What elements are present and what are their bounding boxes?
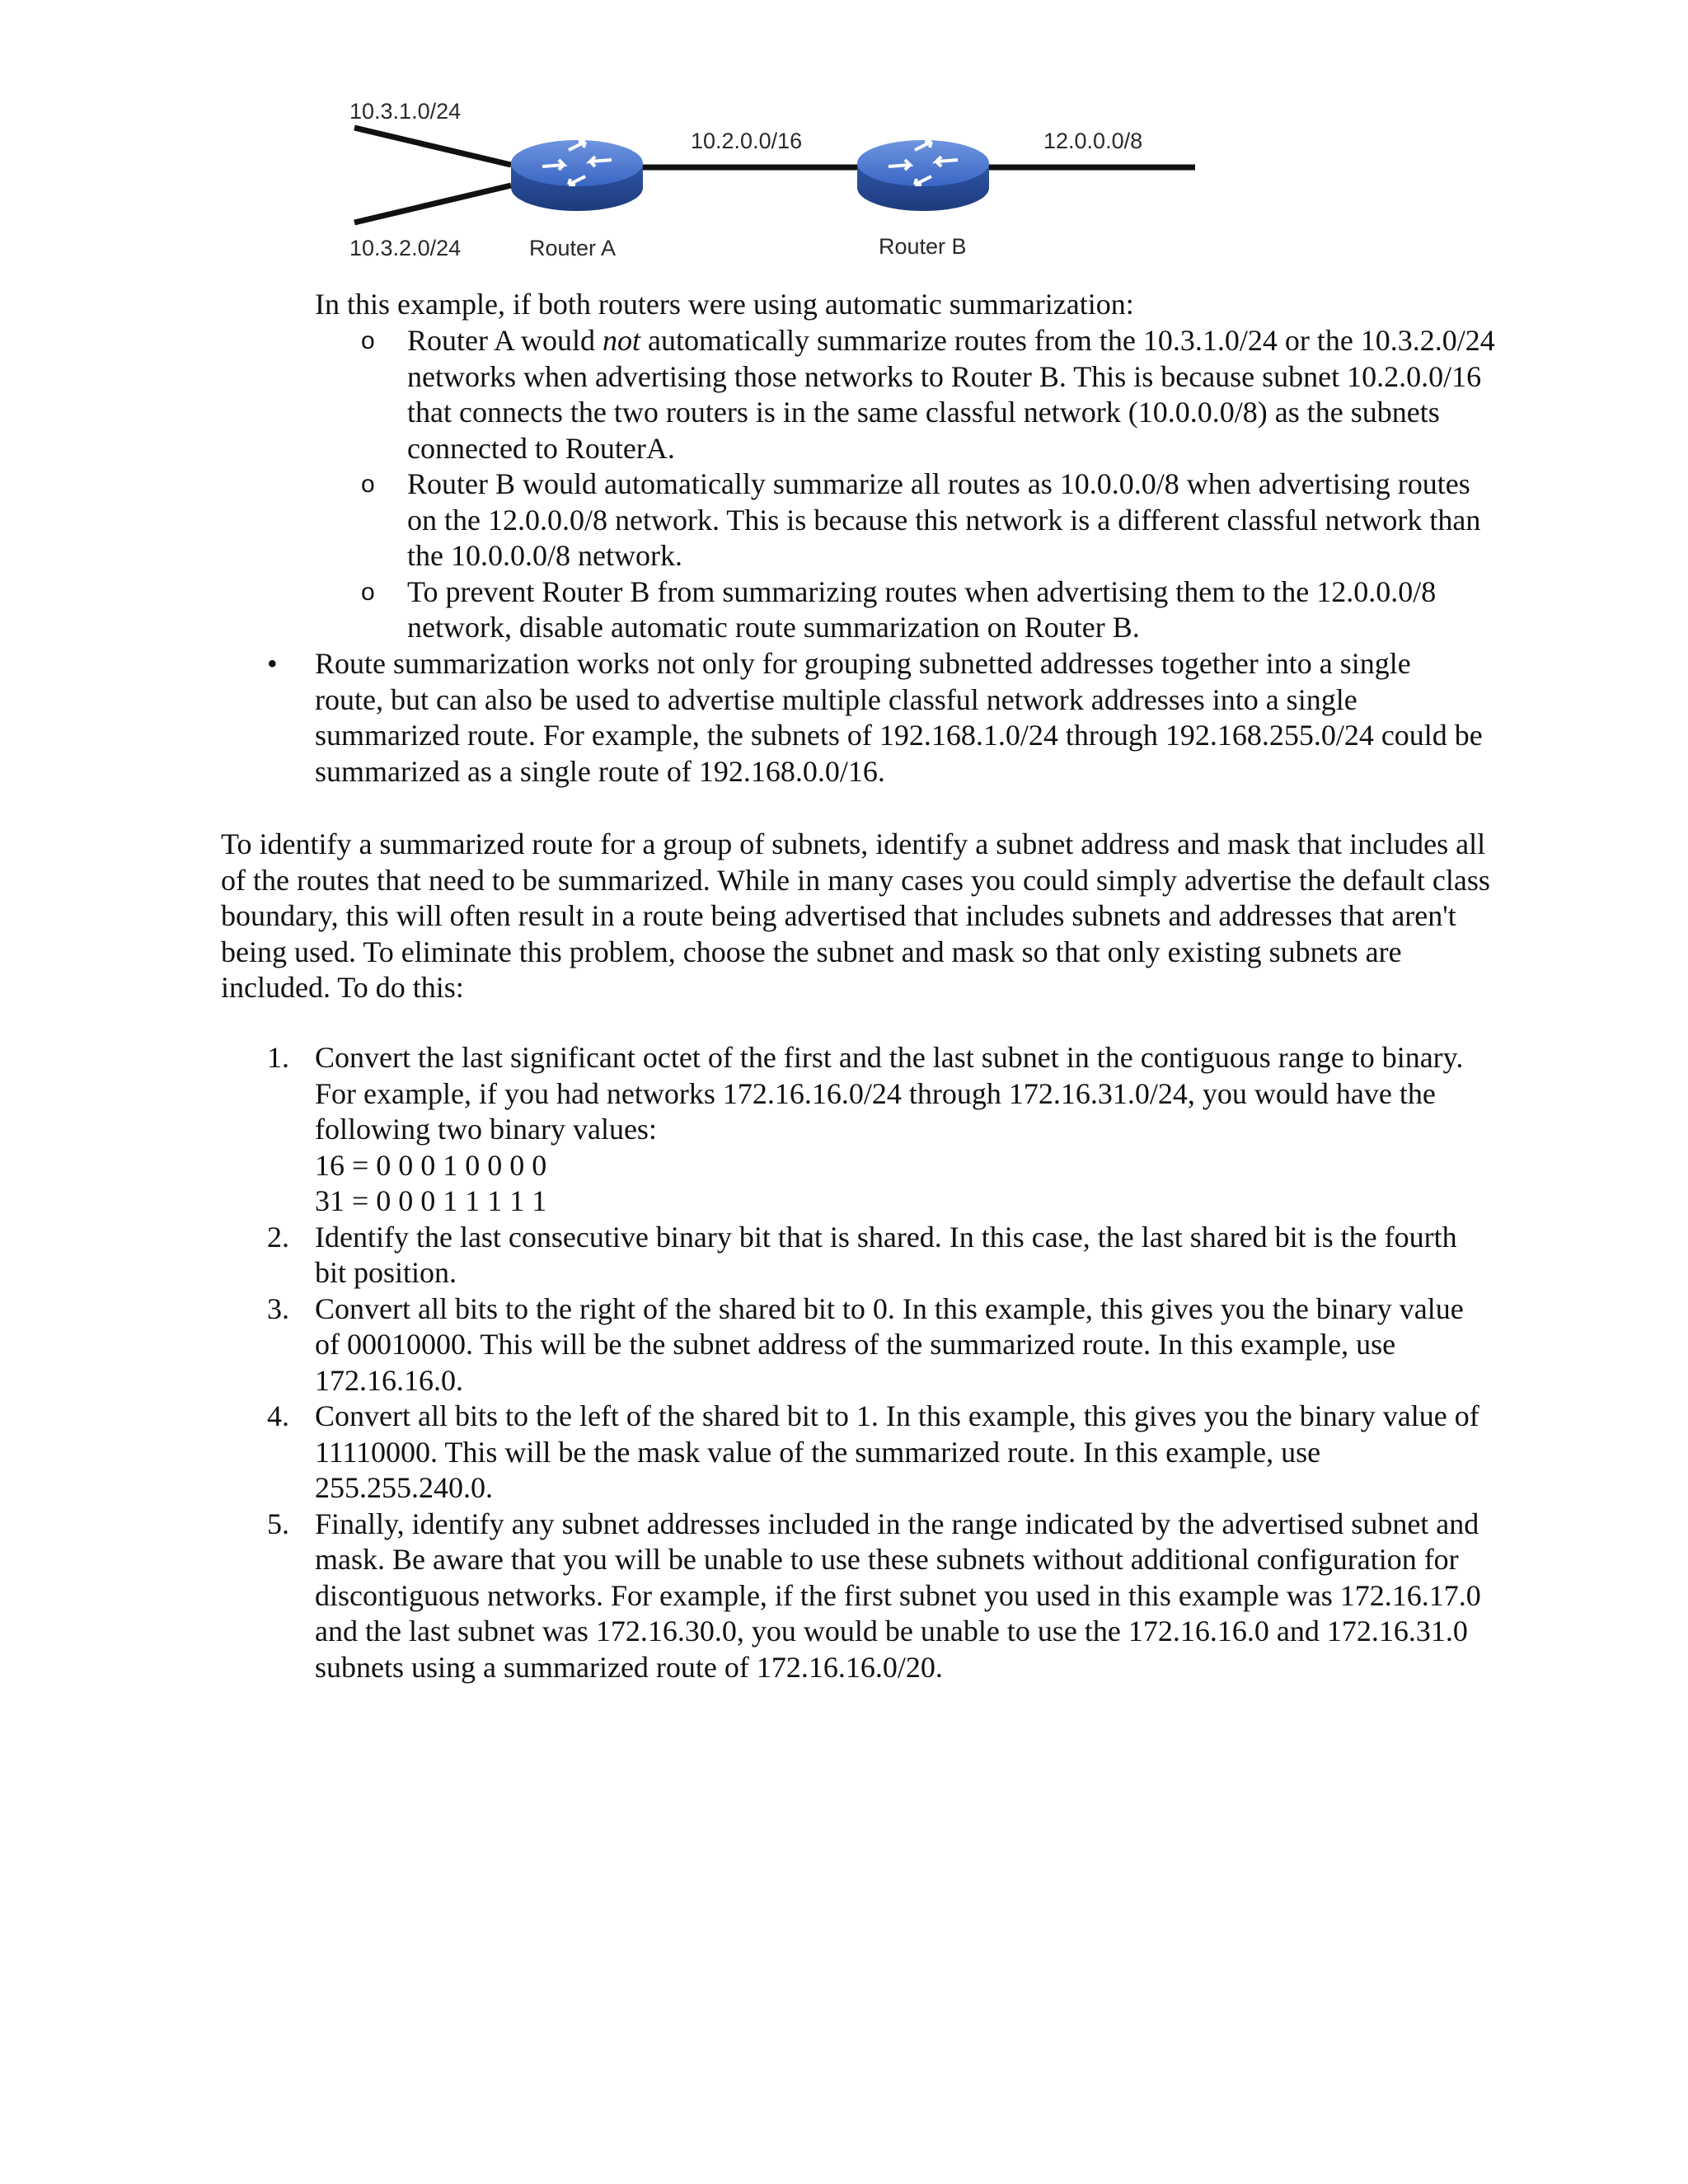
step-text: Convert all bits to the right of the shared bit to 0. In this example, this gives you the binary value of 00010000. This will be the subnet address of the summarized route. In this example, use 172.16.16.0.	[315, 1291, 1464, 1397]
sub-bullet-item	[361, 323, 1503, 466]
sub-bullet-text-pre: Router A would	[407, 324, 603, 357]
intro-text: In this example, if both routers were using automatic summarization:	[315, 288, 1134, 321]
link-subnet-a2	[354, 185, 511, 223]
router-b-icon	[857, 140, 989, 211]
label-router-a: Router A	[529, 236, 617, 260]
sub-bullet-marker: o	[361, 471, 375, 498]
sub-bullet-marker: o	[361, 578, 375, 606]
sub-bullet-marker: o	[361, 327, 375, 354]
sub-bullet-item	[361, 574, 1503, 646]
label-subnet-a1: 10.3.1.0/24	[349, 99, 462, 124]
bullet-text: Route summarization works not only for grouping subnetted addresses together into a single route, but can also be used to advertise multiple classful network addresses into a single summarized route. For example, the subnets of 192.168.1.0/24 through 192.168.255.0/24 could be summarized as a single route of 192.168.0.0/16.	[315, 647, 1483, 788]
label-router-b: Router B	[879, 234, 967, 259]
sub-bullet-text-post: automatically summarize routes from the 10.3.1.0/24 or the 10.3.2.0/24 networks when advertising those networks to Router B. This is because subnet 10.2.0.0/16 that connects the two routers is in the same classful network (10.0.0.0/8) as the subnets connected to RouterA.	[407, 324, 1495, 465]
step-item	[267, 1399, 1485, 1507]
step-text: Convert the last significant octet of the first and the last subnet in the contiguous range to binary. For example, if you had networks 172.16.16.0/24 through 172.16.31.0/24, you would have the following two binary values:	[315, 1041, 1464, 1146]
network-diagram-svg	[338, 82, 1220, 272]
step-item	[267, 1507, 1485, 1686]
bullet-marker: •	[267, 647, 278, 680]
step-text: Convert all bits to the left of the shared bit to 1. In this example, this gives you the binary value of 11110000. This will be the mask value of the summarized route. In this example, use 255.255.240.0.	[315, 1399, 1479, 1504]
step-item	[267, 1220, 1485, 1291]
step-text: Identify the last consecutive binary bit that is shared. In this case, the last shared bit is the fourth bit position.	[315, 1220, 1457, 1289]
network-diagram	[338, 82, 1220, 272]
sub-bullet-list	[361, 323, 1503, 646]
binary-value-line: 16 = 0 0 0 1 0 0 0 0	[315, 1148, 547, 1182]
link-subnet-a1	[354, 128, 511, 165]
body-paragraph: To identify a summarized route for a group of subnets, identify a subnet address and mask that includes all of the routes that need to be summarized. While in many cases you could simply advertise the default class boundary, this will often result in a route being advertised that includes subnets and addresses that aren't being used. To eliminate this problem, choose the subnet and mask so that only existing subnets are included. To do this:	[221, 827, 1490, 1004]
label-link-ab: 10.2.0.0/16	[691, 129, 803, 153]
bullet-item	[267, 646, 1485, 790]
steps-list	[267, 1040, 1485, 1685]
binary-value-line: 31 = 0 0 0 1 1 1 1 1	[315, 1184, 547, 1217]
step-item	[267, 1291, 1485, 1399]
step-number: 5.	[267, 1507, 289, 1540]
step-number: 2.	[267, 1220, 289, 1254]
step-number: 3.	[267, 1291, 289, 1325]
sub-bullet-text: Router B would automatically summarize all routes as 10.0.0.0/8 when advertising routes on the 12.0.0.0/8 network. This is because this network is a different classful network than the 10.0.0.0/8 network.	[407, 467, 1481, 572]
step-number: 4.	[267, 1399, 289, 1432]
sub-bullet-emphasis: not	[603, 324, 641, 357]
label-subnet-a2: 10.3.2.0/24	[349, 236, 462, 260]
step-number: 1.	[267, 1041, 289, 1074]
step-item	[267, 1040, 1485, 1220]
step-text: Finally, identify any subnet addresses included in the range indicated by the advertised subnet and mask. Be aware that you will be unable to use these subnets without additional configuration for discontiguous networks. For example, if the first subnet you used in this example was 172.16.17.0 and the last subnet was 172.16.30.0, you would be unable to use the 172.16.16.0 and 172.16.31.0 subnets using a summarized route of 172.16.16.0/20.	[315, 1507, 1481, 1684]
router-a-icon	[511, 140, 643, 211]
label-link-b: 12.0.0.0/8	[1043, 129, 1143, 153]
sub-bullet-item	[361, 466, 1503, 574]
sub-bullet-text: To prevent Router B from summarizing routes when advertising them to the 12.0.0.0/8 network, disable automatic route summarization on Router B.	[407, 574, 1437, 644]
